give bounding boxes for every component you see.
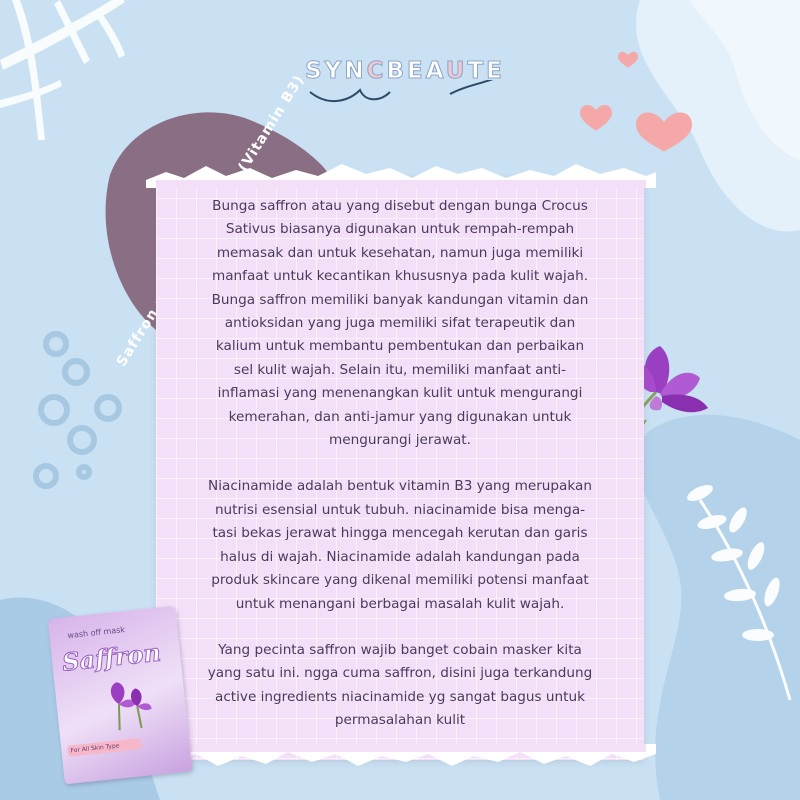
package-band: For All Skin Type bbox=[67, 738, 142, 757]
text-line: nutrisi esensial untuk tubuh. niacinamide bisa menga- bbox=[214, 501, 586, 518]
blob-right bbox=[636, 415, 800, 800]
brand-part: SYN bbox=[305, 58, 367, 84]
text-line: Bunga saffron memiliki banyak kandungan vitamin dan bbox=[211, 291, 589, 308]
paragraph-product bbox=[170, 639, 630, 733]
paragraph-niacinamide bbox=[170, 475, 630, 615]
body-text bbox=[170, 195, 630, 756]
text-line: memasak dan untuk kesehatan, namun juga memiliki bbox=[216, 244, 584, 261]
text-line: antioksidan yang juga memiliki sifat terapeutik dan bbox=[224, 315, 576, 332]
leaf-branch-icon bbox=[0, 0, 125, 140]
text-line: yang satu ini. ngga cuma saffron, disini juga terkandung bbox=[207, 665, 593, 682]
brand-part: U bbox=[445, 58, 468, 84]
text-line: inflamasi yang menenangkan kulit untuk mengurangi bbox=[217, 385, 583, 402]
text-line: halus di wajah. Niacinamide adalah kandungan pada bbox=[220, 548, 580, 565]
text-line: manfaat untuk kecantikan khususnya pada kulit wajah. bbox=[211, 268, 589, 285]
brand-part: TE bbox=[467, 58, 505, 84]
package-flower-icon bbox=[94, 670, 160, 736]
brand-part: C bbox=[366, 58, 387, 84]
text-line: permasalahan kulit bbox=[334, 712, 466, 729]
text-line: produk skincare yang dikenal memiliki potensi manfaat bbox=[211, 572, 589, 589]
text-line: active ingredients niacinamide yg sangat bagus untuk bbox=[215, 688, 585, 705]
text-line: mengurangi jerawat. bbox=[329, 432, 471, 449]
text-line: Niacinamide adalah bentuk vitamin B3 yang merupakan bbox=[208, 478, 592, 495]
text-line: sel kulit wajah. Selain itu, memiliki manfaat anti- bbox=[233, 361, 567, 378]
ribbon-title: Saffron (Vitamin B3) bbox=[113, 72, 308, 370]
text-line: Bunga saffron atau yang disebut dengan bunga Crocus bbox=[212, 198, 588, 214]
text-line: kalium untuk membantu pembentukan dan perbaikan bbox=[215, 338, 585, 355]
paragraph-saffron bbox=[170, 195, 630, 452]
text-line: Yang pecinta saffron wajib banget cobain masker kita bbox=[218, 641, 582, 658]
text-line: untuk menangani berbagai masalah kulit wajah. bbox=[235, 595, 565, 612]
bubble-icon bbox=[36, 334, 119, 486]
brand-part: BEA bbox=[386, 58, 446, 84]
package-name: Saffron bbox=[60, 637, 163, 677]
paper-torn-top bbox=[146, 158, 656, 188]
text-line: Sativus biasanya digunakan untuk rempah-rempah bbox=[225, 221, 575, 238]
brand-swoosh-icon bbox=[300, 80, 510, 110]
product-package bbox=[48, 606, 193, 784]
text-line: kemerahan, dan anti-jamur yang digunakan untuk bbox=[228, 408, 572, 425]
package-top-label: wash off mask bbox=[67, 625, 126, 641]
text-line: tasi bekas jerawat hingga mencegah kerutan dan garis bbox=[212, 525, 588, 542]
